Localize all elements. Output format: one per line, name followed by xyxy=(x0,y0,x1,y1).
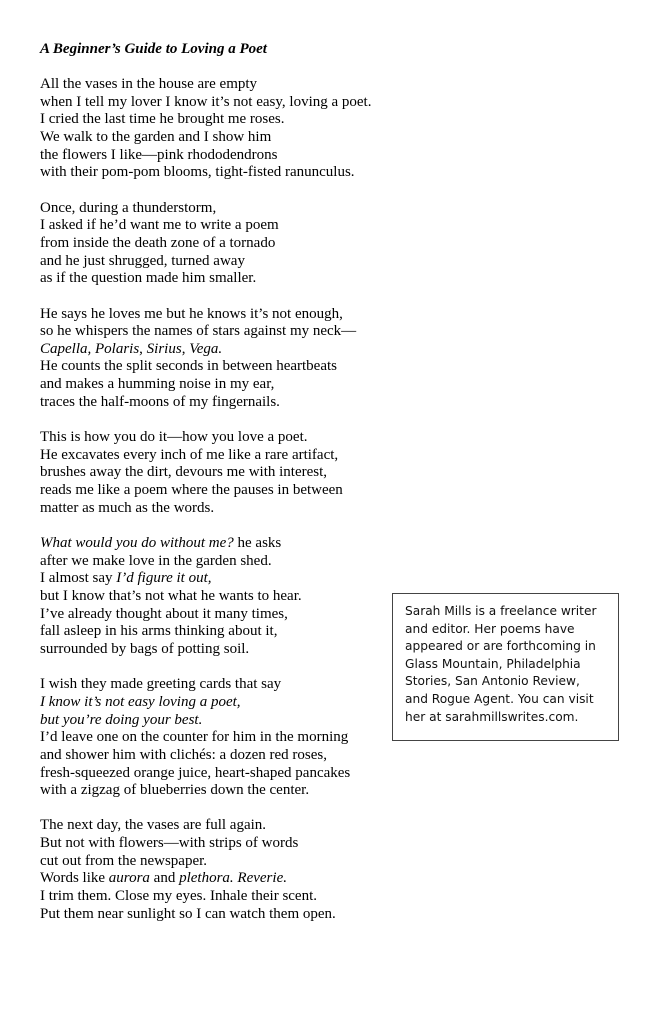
stanza-1 xyxy=(40,76,385,182)
text-run: and xyxy=(149,870,180,887)
poem-line: Once, during a thunderstorm, xyxy=(40,199,217,216)
bio-line: Glass Mountain, Philadelphia xyxy=(405,656,581,671)
poem-line: surrounded by bags of potting soil. xyxy=(40,640,250,657)
poem-line: and shower him with clichés: a dozen red roses, xyxy=(40,746,327,763)
poem-line: All the vases in the house are empty xyxy=(40,76,258,92)
poem-line xyxy=(40,570,385,588)
poem-line: But not with flowers—with strips of words xyxy=(40,835,299,852)
italic-phrase: What would you do without me? xyxy=(40,535,234,551)
poem-line: He says he loves me but he knows it’s not enough, xyxy=(40,305,343,322)
italic-phrase: aurora xyxy=(108,870,150,887)
italic-phrase: Capella, Polaris xyxy=(40,340,140,357)
stanza-2 xyxy=(40,200,385,288)
poem-body xyxy=(40,76,385,941)
bio-line: appeared or are forthcoming in xyxy=(405,639,596,654)
poem-line: with their pom-pom blooms, tight-fisted ranunculus. xyxy=(40,164,355,181)
poem-line: traces the half-moons of my fingernails. xyxy=(40,393,280,410)
poem-line: the flowers I like—pink rhododendrons xyxy=(40,146,278,163)
italic-phrase: Vega. xyxy=(189,340,223,357)
bio-line: and editor. Her poems have xyxy=(405,621,575,636)
poem-line: The next day, the vases are full again. xyxy=(40,817,267,834)
poem-line: Put them near sunlight so I can watch them open. xyxy=(40,905,336,922)
text-run: he asks xyxy=(233,535,282,551)
text-run: I almost say xyxy=(40,570,117,587)
text-run: , xyxy=(181,340,190,357)
poem-line: but I know that’s not what he wants to hear. xyxy=(40,587,302,604)
text-run: Words like xyxy=(40,870,109,887)
italic-phrase: Sirius xyxy=(146,340,182,357)
poem-line: We walk to the garden and I show him xyxy=(40,128,272,145)
poem-line xyxy=(40,694,385,712)
poem-line: I cried the last time he brought me roses. xyxy=(40,111,285,128)
poem-line xyxy=(40,712,385,730)
poem-line: fall asleep in his arms thinking about it, xyxy=(40,623,278,640)
poem-line: and makes a humming noise in my ear, xyxy=(40,376,275,393)
bio-line: her at sarahmillswrites.com. xyxy=(405,709,579,724)
poem-line: I’d leave one on the counter for him in the morning xyxy=(40,729,349,746)
text-run: , xyxy=(139,340,147,357)
poem-line: and he just shrugged, turned away xyxy=(40,252,245,269)
stanza-6 xyxy=(40,676,385,800)
poem-line: fresh-squeezed orange juice, heart-shaped pancakes xyxy=(40,764,351,781)
poem-line: from inside the death zone of a tornado xyxy=(40,234,276,251)
poem-line: matter as much as the words. xyxy=(40,499,215,516)
poem-line: brushes away the dirt, devours me with interest, xyxy=(40,464,328,481)
poem-line: as if the question made him smaller. xyxy=(40,270,257,287)
stanza-5 xyxy=(40,535,385,659)
stanza-3 xyxy=(40,306,385,412)
bio-line: Sarah Mills is a freelance writer xyxy=(405,604,597,618)
poem-line: with a zigzag of blueberries down the center. xyxy=(40,782,310,799)
poem-line: I asked if he’d want me to write a poem xyxy=(40,217,279,234)
author-bio-box xyxy=(392,593,619,741)
poem-line: when I tell my lover I know it’s not easy, loving a poet. xyxy=(40,93,372,110)
poem-line xyxy=(40,870,385,888)
stanza-7 xyxy=(40,817,385,923)
poem-line: I wish they made greeting cards that say xyxy=(40,676,282,693)
italic-phrase: plethora. Reverie. xyxy=(179,870,287,887)
poem-line: so he whispers the names of stars against my neck— xyxy=(40,323,357,340)
italic-phrase: I know it’s not easy loving a poet, xyxy=(40,693,241,710)
stanza-4 xyxy=(40,429,385,517)
poem-line: This is how you do it—how you love a poet. xyxy=(40,429,308,446)
bio-line: and Rogue Agent. You can visit xyxy=(405,691,594,706)
poem-line: after we make love in the garden shed. xyxy=(40,552,272,569)
poem-line: He excavates every inch of me like a rare artifact, xyxy=(40,446,339,463)
poem-line: He counts the split seconds in between heartbeats xyxy=(40,358,337,375)
poem-line: cut out from the newspaper. xyxy=(40,852,208,869)
poem-line: reads me like a poem where the pauses in between xyxy=(40,482,343,499)
poem-line xyxy=(40,341,385,359)
italic-phrase: I’d figure it out, xyxy=(116,570,212,587)
poem-line: I trim them. Close my eyes. Inhale their scent. xyxy=(40,888,318,905)
bio-line: Stories, San Antonio Review, xyxy=(405,674,580,689)
poem-title: A Beginner’s Guide to Loving a Poet xyxy=(40,41,267,57)
poem-line xyxy=(40,535,385,553)
poem-line: I’ve already thought about it many times, xyxy=(40,605,288,622)
italic-phrase: but you’re doing your best. xyxy=(40,711,203,728)
